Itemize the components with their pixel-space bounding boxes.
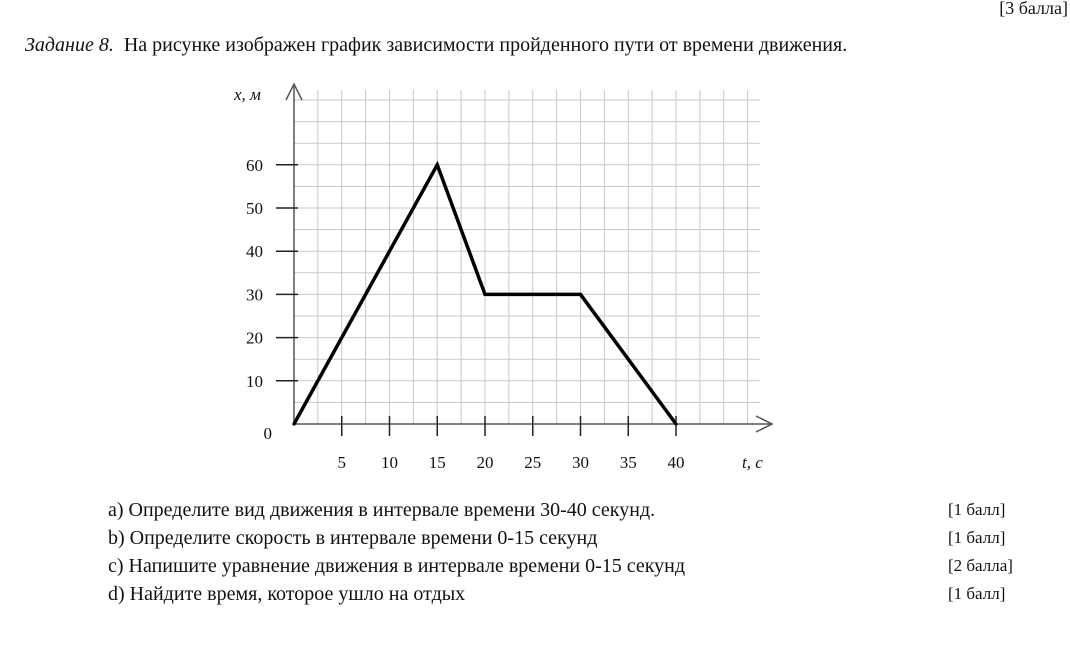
chart-grid [294,90,760,424]
y-axis-label: x, м [234,85,261,104]
origin-label: 0 [263,424,272,443]
question-text: c) Напишите уравнение движения в интервале времени 0-15 секунд [108,554,686,577]
task-number: Задание 8. [25,34,114,56]
chart-axes [276,84,772,436]
question-text: b) Определите скорость в интервале времени 0-15 секунд [108,526,598,549]
data-point [292,422,295,425]
y-tick-label: 60 [246,155,263,175]
question-b [108,524,1038,552]
data-point [483,293,486,296]
x-tick-label: 10 [381,453,398,472]
question-c [108,552,1038,580]
question-d [108,580,1038,608]
x-axis-label: t, с [742,453,763,472]
y-tick-label: 20 [246,328,263,348]
x-tick-label: 35 [619,453,637,472]
question-text: a) Определите вид движения в интервале времени 30-40 секунд. [108,498,656,521]
x-tick-label: 40 [667,453,685,472]
data-point [674,422,677,425]
x-tick-label: 25 [524,453,542,472]
question-points: [1 балл] [948,528,1006,547]
question-text: d) Найдите время, которое ушло на отдых [108,582,466,605]
data-point [579,293,582,296]
question-points: [2 балла] [948,556,1013,575]
questions-list [108,496,1038,608]
x-tick-label: 15 [428,453,446,472]
x-tick-label: 5 [337,453,346,472]
y-tick-label: 40 [246,242,263,262]
question-points: [1 балл] [948,584,1006,603]
question-points: [1 балл] [948,500,1006,519]
y-tick-label: 30 [246,285,263,305]
x-tick-label: 20 [476,453,494,472]
question-a [108,496,1038,524]
task-statement: На рисунке изображен график зависимости пройденного пути от времени движения. [123,34,848,56]
y-tick-label: 10 [246,371,263,391]
total-points-label: [3 балла] [999,0,1068,18]
y-tick-label: 50 [246,199,263,218]
x-tick-label: 30 [572,453,589,472]
data-point [436,163,439,166]
